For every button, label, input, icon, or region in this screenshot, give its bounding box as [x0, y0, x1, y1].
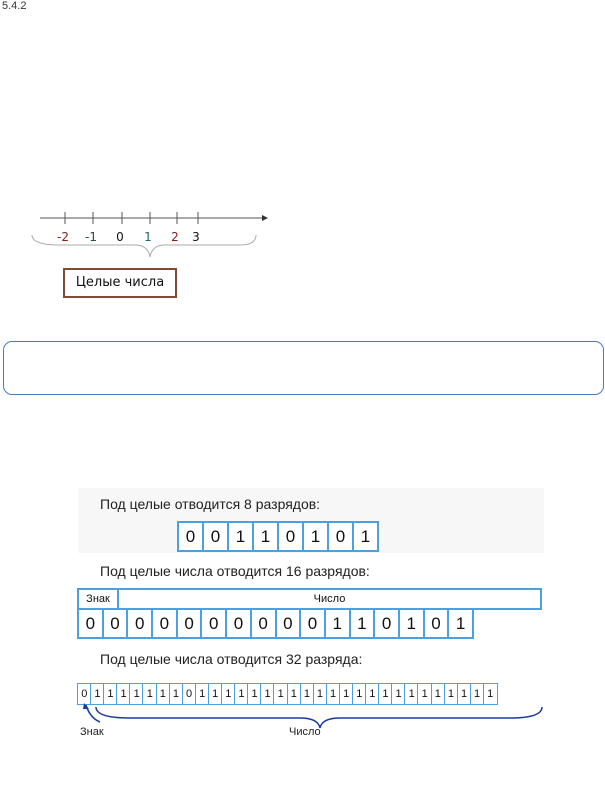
sign-label: Знак [80, 726, 104, 738]
bit-cell: 0 [176, 608, 203, 639]
caption-8-bits: Под целые отводится 8 разрядов: [100, 496, 321, 512]
bit-cell: 1 [116, 683, 131, 705]
bit-cell: 0 [126, 608, 153, 639]
bit-cell: 1 [417, 683, 432, 705]
bit-cell: 1 [457, 683, 472, 705]
bit-cell: 1 [252, 521, 279, 552]
bit-cell: 1 [287, 683, 302, 705]
page-label: 5.4.2 [2, 0, 27, 12]
bit-cell: 0 [77, 683, 92, 705]
bit-cell: 0 [277, 521, 304, 552]
caption-32-bits: Под целые числа отводится 32 разряда: [100, 651, 363, 667]
caption-16-bits: Под целые числа отводится 16 разрядов: [100, 563, 370, 579]
number-line-label: 3 [192, 230, 200, 244]
bit-cell: 0 [202, 521, 229, 552]
bit-cell: 1 [444, 683, 459, 705]
bit-cell: 1 [398, 608, 425, 639]
number-line-label: 0 [116, 230, 124, 244]
number-label: Число [289, 726, 321, 738]
empty-rounded-box [3, 341, 604, 395]
number-line-label: 1 [144, 230, 152, 244]
bit-cell: 0 [177, 521, 204, 552]
bit-cell: 0 [102, 608, 129, 639]
bit-cell: 1 [365, 683, 380, 705]
bit-cell: 1 [273, 683, 288, 705]
bit-cell: 1 [234, 683, 249, 705]
bit-cell: 1 [391, 683, 406, 705]
bit-cell: 0 [151, 608, 178, 639]
bit-cell: 1 [404, 683, 419, 705]
number-line-label: 2 [171, 230, 179, 244]
header-number-cell: Число [117, 588, 542, 610]
register-16-header [77, 588, 542, 610]
number-line-label: -1 [85, 230, 97, 244]
sign-arrow [86, 705, 100, 722]
bit-cell: 1 [352, 683, 367, 705]
number-line [30, 205, 270, 275]
bit-cell: 1 [169, 683, 184, 705]
bit-cell: 0 [225, 608, 252, 639]
bit-cell: 0 [250, 608, 277, 639]
bit-cell: 1 [208, 683, 223, 705]
bit-cell: 0 [77, 608, 104, 639]
bit-cell: 1 [349, 608, 376, 639]
bit-cell: 0 [200, 608, 227, 639]
integers-label-box: Целые числа [63, 268, 177, 298]
register-8-bits [177, 521, 377, 552]
bit-cell: 1 [431, 683, 446, 705]
bit-cell: 1 [227, 521, 254, 552]
bit-cell: 1 [90, 683, 105, 705]
number-brace [96, 707, 542, 728]
bit-cell: 1 [352, 521, 379, 552]
bit-cell: 1 [156, 683, 171, 705]
bit-cell: 0 [275, 608, 302, 639]
bit-cell: 1 [260, 683, 275, 705]
register-32-annotations [70, 700, 560, 745]
bit-cell: 0 [373, 608, 400, 639]
bit-cell: 1 [302, 521, 329, 552]
bit-cell: 1 [300, 683, 315, 705]
bit-cell: 1 [483, 683, 498, 705]
bit-cell: 0 [423, 608, 450, 639]
bit-cell: 0 [327, 521, 354, 552]
number-line-label: -2 [57, 230, 69, 244]
bit-cell: 1 [324, 608, 351, 639]
bit-cell: 1 [447, 608, 474, 639]
bit-cell: 0 [299, 608, 326, 639]
header-sign-cell: Знак [77, 588, 119, 610]
bit-cell: 1 [470, 683, 485, 705]
bit-cell: 1 [221, 683, 236, 705]
bit-cell: 1 [247, 683, 262, 705]
bit-cell: 1 [378, 683, 393, 705]
bit-cell: 0 [182, 683, 197, 705]
bit-cell: 1 [195, 683, 210, 705]
bit-cell: 1 [129, 683, 144, 705]
bit-cell: 1 [326, 683, 341, 705]
register-16-bits [77, 608, 472, 639]
bit-cell: 1 [103, 683, 118, 705]
bit-cell: 1 [313, 683, 328, 705]
bit-cell: 1 [142, 683, 157, 705]
bit-cell: 1 [339, 683, 354, 705]
